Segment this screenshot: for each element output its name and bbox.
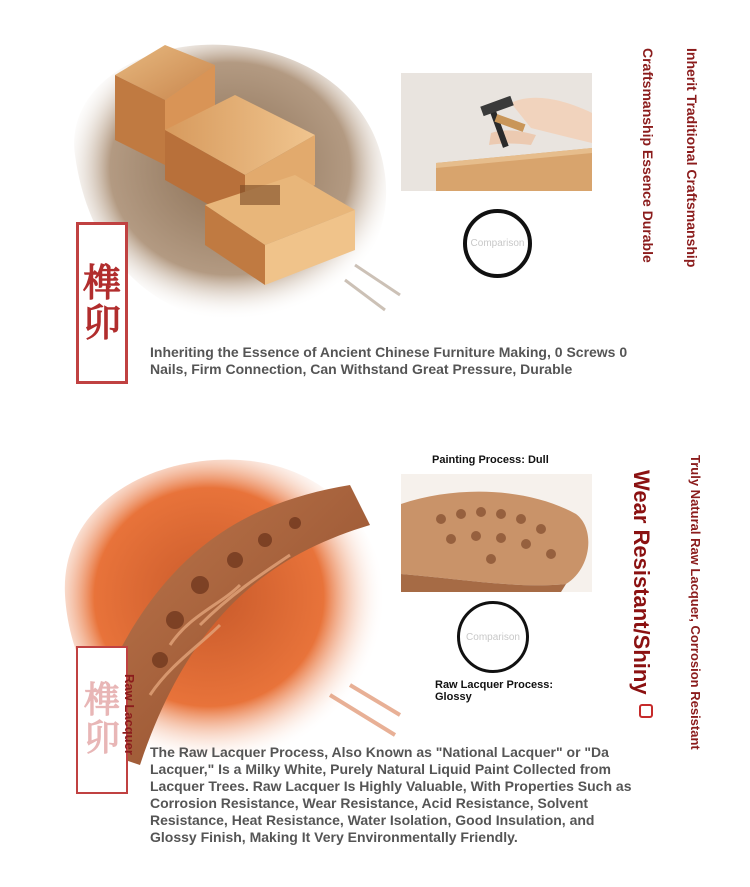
comparison-label: Comparison xyxy=(466,631,520,643)
vertical-title-wear-resistant: Wear Resistant/Shiny xyxy=(629,470,654,695)
seal-char-1: 榫 xyxy=(82,260,121,306)
comparison-circle xyxy=(463,209,532,278)
craftsmanship-description: Inheriting the Essence of Ancient Chinese Furniture Making, 0 Screws 0 Nails, Firm Connection, Can Withstand Great Pressure, Durable xyxy=(150,344,628,377)
comparison-circle xyxy=(457,601,529,673)
comparison-label: Comparison xyxy=(470,238,525,249)
raw-lacquer-caption: Raw Lacquer Process: Glossy xyxy=(435,679,553,703)
vertical-title-natural-lacquer: Truly Natural Raw Lacquer, Corrosion Resistant xyxy=(688,455,703,750)
mortise-tenon-seal xyxy=(76,222,128,384)
vertical-title-essence: Craftsmanship Essence Durable xyxy=(640,48,656,263)
raw-lacquer-section xyxy=(0,420,750,887)
seal-char-2: 卯 xyxy=(82,300,121,345)
painting-caption: Painting Process: Dull xyxy=(432,454,549,466)
raw-lacquer-seal xyxy=(76,646,128,794)
red-seal-mark-icon xyxy=(639,704,653,718)
raw-lacquer-description: The Raw Lacquer Process, Also Known as "National Lacquer" or "Da Lacquer," Is a Milky White, Purely Natural Liquid Paint Collected from Lacquer Trees. Raw Lacquer Is Highly Valuable, With Properties Such as Corrosion Resistance, Wear Resistance, Acid Resistance, Solvent Resistance, Heat Resistance, Water Isolation, Good Insulation, and Glossy Finish, Making It Very Environmentally Friendly. xyxy=(150,744,632,845)
hammer-nail-photo xyxy=(401,73,592,191)
painting-process-photo xyxy=(401,474,592,592)
craftsmanship-section xyxy=(0,0,750,420)
raw-lacquer-vertical-label: Raw Lacquer xyxy=(122,674,137,755)
seal-char-2: 卯 xyxy=(83,717,120,759)
vertical-title-inherit: Inherit Traditional Craftsmanship xyxy=(684,48,700,268)
seal-char-1: 榫 xyxy=(83,679,120,722)
